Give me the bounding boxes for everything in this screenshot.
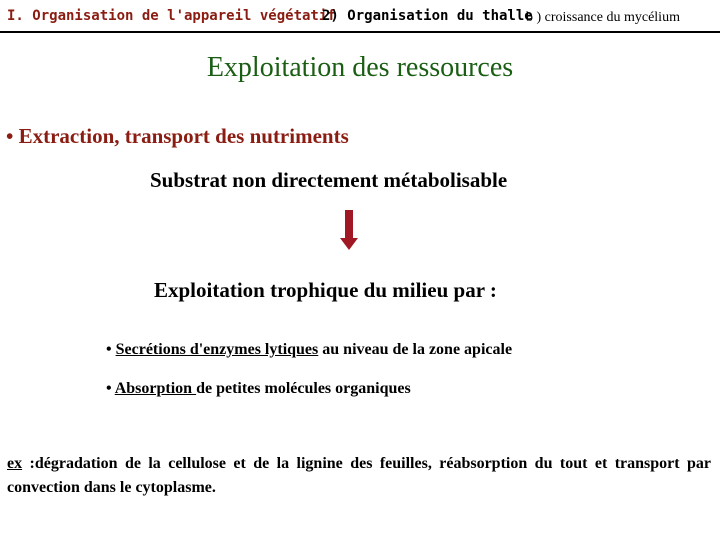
exploitation-text: Exploitation trophique du milieu par : [154, 278, 497, 302]
item-underlined: Secrétions d'enzymes lytiques [115, 341, 319, 358]
section-heading: I. Organisation de l'appareil végétatif [7, 8, 336, 24]
main-bullet: • Extraction, transport des nutriments [6, 124, 349, 148]
header-divider [0, 31, 720, 33]
example-paragraph [7, 452, 711, 500]
list-item [106, 341, 512, 359]
example-text: :dégradation de la cellulose et de la lignine des feuilles, réabsorption du tout et transport par convection dans le cytoplasme. [7, 455, 711, 496]
item-rest: au niveau de la zone apicale [318, 341, 513, 358]
bullet-glyph: • [106, 341, 116, 358]
example-label: ex [7, 455, 23, 472]
subsection-heading: 2) Organisation du thalle [322, 8, 533, 24]
item-underlined: Absorption [114, 380, 197, 397]
slide-title: Exploitation des ressources [206, 52, 514, 83]
down-arrow-icon [339, 210, 359, 250]
list-item [106, 380, 411, 398]
subsubsection-heading: b ) croissance du mycélium [526, 10, 680, 25]
item-rest: de petites molécules organiques [196, 380, 411, 397]
bullet-glyph: • [106, 380, 115, 397]
substrat-text: Substrat non directement métabolisable [150, 168, 508, 192]
